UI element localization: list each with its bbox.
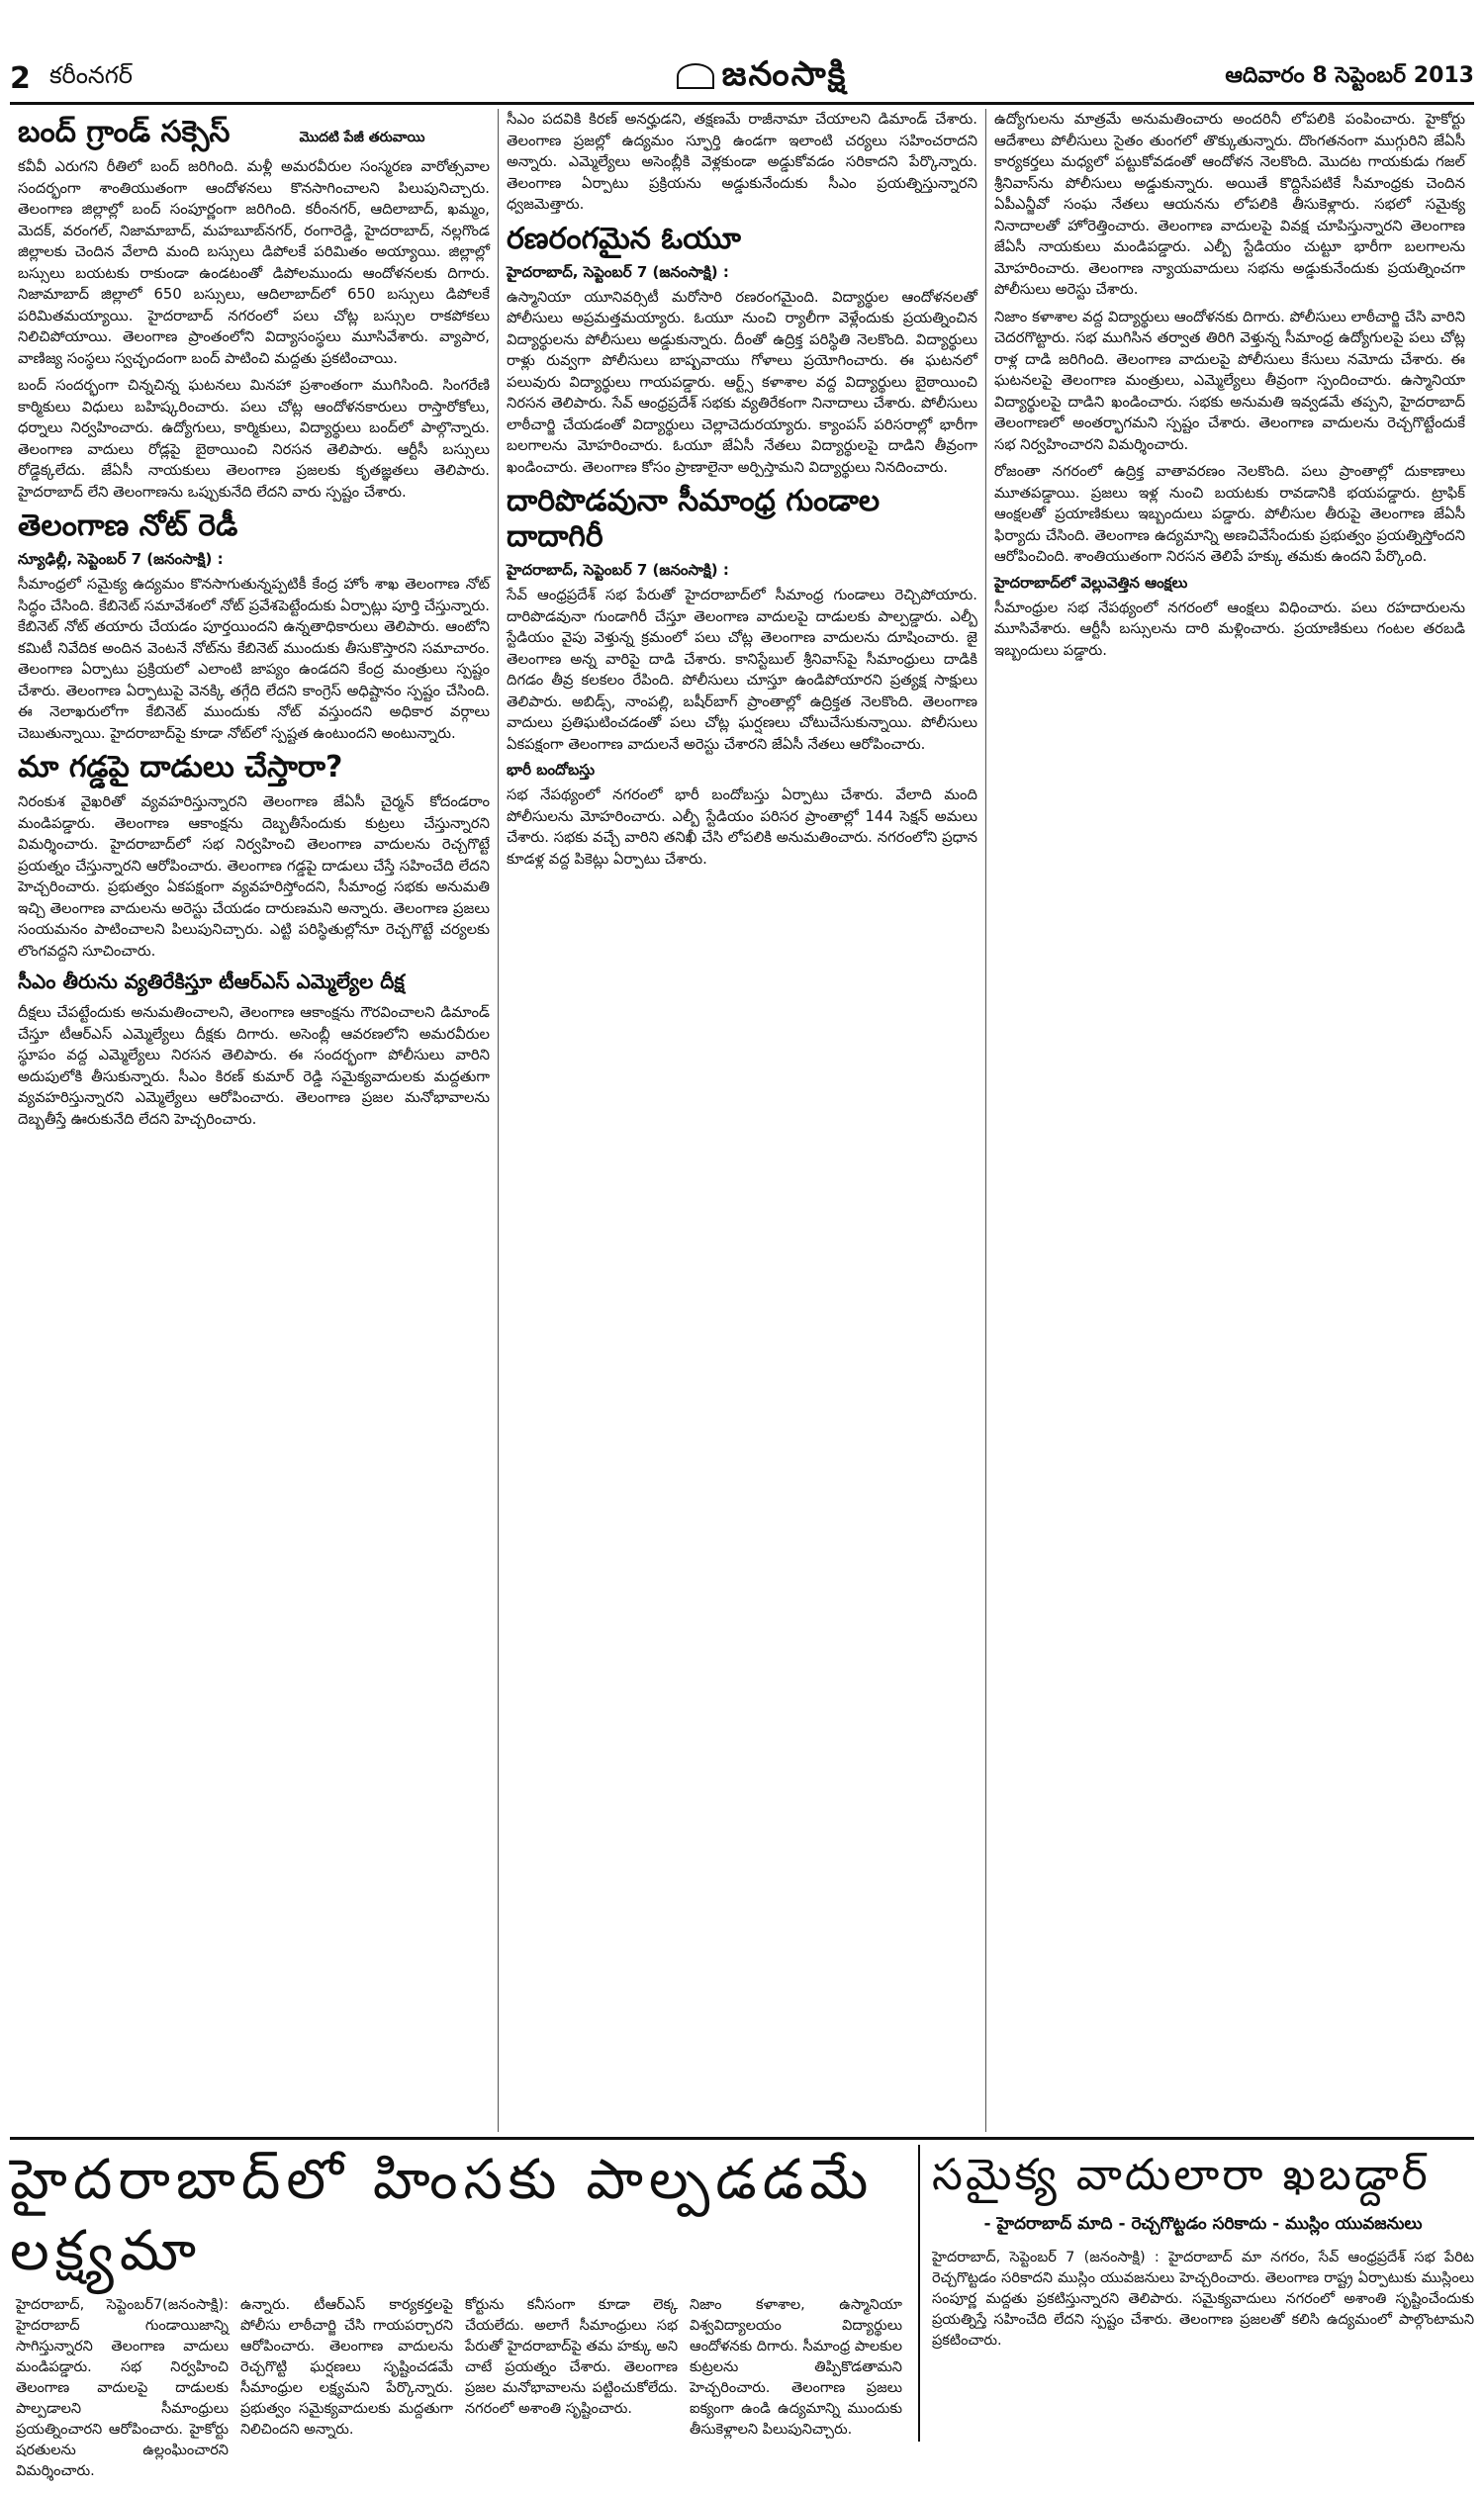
lead-story [10,2145,920,2479]
headline-attacks: మా గడ్డపై దాడులు చేస్తారా? [18,750,343,785]
section-name: కరీంనగర్ [49,61,133,89]
dateline: హైదరాబాద్, సెప్టెంబర్ 7 (జనంసాక్షి) : [507,561,729,579]
side-headline: సమైక్య వాదులారా ఖబడ్దార్ [932,2150,1431,2200]
page-number: 2 [10,60,31,96]
lead-column: ఉన్నారు. టీఆర్ఎస్ కార్యకర్తలపై పోలీసు లాఠీచార్జి చేసి గాయపర్చారని ఆరోపించారు. తెలంగాణ వాదులను రెచ్చగొట్టి ఘర్షణలు సృష్టించడమే సీమాంధ్రుల లక్ష్యమని పేర్కొన్నారు. ప్రభుత్వం సమైక్యవాదులకు మద్దతుగా నిలిచిందని అన్నారు. [240,2297,453,2438]
subheading-security: భారీ బందోబస్తు [507,761,596,779]
dateline: హైదరాబాద్, సెప్టెంబర్ 7 (జనంసాక్షి) : [507,262,729,281]
lower-section [10,2145,1474,2479]
column-2 [498,109,985,2132]
article-paragraph: సీఎం పదవికి కిరణ్ అనర్హుడని, తక్షణమే రాజీనామా చేయాలని డిమాండ్ చేశారు. తెలంగాణ ప్రజల్లో ఉద్యమం స్ఫూర్తి ఉండగా ఇలాంటి చర్యలు సహించరాదని అన్నారు. ఎమ్మెల్యేలు అసెంబ్లీకి వెళ్లకుండా అడ్డుకోవడం సరికాదని పేర్కొన్నారు. తెలంగాణ ఏర్పాటు ప్రక్రియను అడ్డుకునేందుకు సీఎం ప్రయత్నిస్తున్నారని ధ్వజమెత్తారు. [507,111,977,213]
headline-bandh: బంద్ గ్రాండ్ సక్సెస్ [18,115,231,149]
continuation-note: మొదటి పేజీ తరువాయి [299,130,425,145]
lead-column: కోర్టును కనీసంగా కూడా లెక్క చేయలేదు. అలాగే సీమాంధ్రులు సభ పేరుతో హైదరాబాద్‌పై తమ హక్కు అని చాటే ప్రయత్నం చేశారు. తెలంగాణ ప్రజల మనోభావాలను పట్టించుకోలేదు. నగరంలో అశాంతి సృష్టించారు. [465,2297,678,2417]
subheading-restrictions: హైదరాబాద్‌లో వెల్లువెత్తిన ఆంక్షలు [994,573,1188,592]
article-paragraph: బంద్ సందర్భంగా చిన్నచిన్న ఘటనలు మినహా ప్రశాంతంగా ముగిసింది. సింగరేణి కార్మికులు విధులు బహిష్కరించారు. పలు చోట్ల ఆందోళనకారులు రాస్తారోకోలు, ధర్నాలు నిర్వహించారు. ఉద్యోగులు, కార్మికులు, విద్యార్థులు బంద్‌లో పాల్గొన్నారు. తెలంగాణ వాదులు రోడ్లపై బైఠాయించి నిరసన తెలిపారు. ఆర్టీసీ బస్సులు రోడ్డెక్కలేదు. జేఏసీ నాయకులు తెలంగాణ ప్రజలకు కృతజ్ఞతలు తెలిపారు. హైదరాబాద్ లేని తెలంగాణను ఒప్పుకునేది లేదని వారు స్పష్టం చేశారు. [18,377,490,501]
lead-column: హైదరాబాద్, సెప్టెంబర్7(జనంసాక్షి): హైదరాబాద్ గుండాయిజాన్ని సాగిస్తున్నారని తెలంగాణ వాదులు మండిపడ్డారు. సభ నిర్వహించి తెలంగాణ వాదులపై దాడులకు పాల్పడాలని సీమాంధ్రులు ప్రయత్నించారని ఆరోపించారు. హైకోర్టు షరతులను ఉల్లంఘించారని విమర్శించారు. [16,2297,229,2479]
brand-name: జనంసాక్షి [721,54,848,94]
headline-goondas: దారిపొడవునా సీమాంధ్ర గుండాల దాదాగిరీ [507,484,881,554]
column-1 [10,109,498,2132]
headline-telangana-note: తెలంగాణ నోట్ రెడీ [18,508,238,543]
lead-headline: హైదరాబాద్‌లో హింసకు పాల్పడడమే లక్ష్యమా [10,2148,875,2283]
lead-column: నిజాం కళాశాల, ఉస్మానియా విశ్వవిద్యాలయం విద్యార్థులు ఆందోళనకు దిగారు. సీమాంధ్ర పాలకుల కుట్రలను తిప్పికొడతామని హెచ్చరించారు. తెలంగాణ ప్రజలు ఐక్యంగా ఉండి ఉద్యమాన్ని ముందుకు తీసుకెళ్లాలని పిలుపునిచ్చారు. [690,2297,902,2438]
side-deck: - హైదరాబాద్ మాది - రెచ్చగొట్టడం సరికాదు - ముస్లిం యువజనులు [983,2214,1423,2234]
article-paragraph: ఉస్మానియా యూనివర్సిటీ మరోసారి రణరంగమైంది. విద్యార్థుల ఆందోళనలతో పోలీసులు అప్రమత్తమయ్యారు. ఓయూ నుంచి ర్యాలీగా వెళ్లేందుకు ప్రయత్నించిన విద్యార్థులను పోలీసులు అడ్డుకున్నారు. దీంతో ఉద్రిక్త పరిస్థితి నెలకొంది. విద్యార్థులు రాళ్లు రువ్వగా పోలీసులు బాష్పవాయు గోళాలు ప్రయోగించారు. ఈ ఘటనలో పలువురు విద్యార్థులు గాయపడ్డారు. ఆర్ట్స్ కళాశాల వద్ద విద్యార్థులు బైఠాయించి నిరసన తెలిపారు. సేవ్ ఆంధ్రప్రదేశ్ సభకు వ్యతిరేకంగా నినాదాలు చేశారు. పోలీసులు లాఠీచార్జి చేయడంతో విద్యార్థులు చెల్లాచెదురయ్యారు. క్యాంపస్ పరిసరాల్లో భారీగా బలగాలను మోహరించారు. ఓయూ జేఏసీ నేతలు విద్యార్థులపై దాడిని తీవ్రంగా ఖండించారు. తెలంగాణ కోసం ప్రాణాలైనా అర్పిస్తామని విద్యార్థులు నినదించారు. [507,288,977,476]
article-paragraph: కవీవీ ఎరుగని రీతిలో బంద్ జరిగింది. మళ్లీ అమరవీరుల సంస్మరణ వారోత్సవాల సందర్భంగా శాంతియుతంగా ఆందోళనలు కొనసాగించాలని పిలుపునిచ్చారు. తెలంగాణ జిల్లాల్లో బంద్ సంపూర్ణంగా జరిగింది. కరీంనగర్, ఆదిలాబాద్, ఖమ్మం, మెదక్, వరంగల్, నిజామాబాద్, మహబూబ్‌నగర్, రంగారెడ్డి, హైదరాబాద్, నల్లగొండ జిల్లాలకు చెందిన వేలాది మంది బస్సులు డిపోలకే పరిమితం అయ్యాయి. జిల్లాల్లో బస్సులు బయటకు రాకుండా ఉండటంతో డిపోలముందు ఆందోళనలకు దిగారు. నిజామాబాద్ జిల్లాలో 650 బస్సులు, ఆదిలాబాద్‌లో 650 బస్సులు డిపోలకే పరిమితమయ్యాయి. హైదరాబాద్ నగరంలో పలు చోట్ల బస్సుల రాకపోకలు నిలిచిపోయాయి. తెలంగాణ ప్రాంతంలోని విద్యాసంస్థలు మూసివేశారు. వ్యాపార, వాణిజ్య సంస్థలు స్వచ్ఛందంగా బంద్ పాటించి మద్దతు ప్రకటించాయి. [18,158,490,367]
masthead [10,54,1474,105]
article-paragraph: సీమాంధ్రుల సభ నేపథ్యంలో నగరంలో ఆంక్షలు విధించారు. పలు రహదారులను మూసివేశారు. ఆర్టీసీ బస్సులను దారి మళ్లించారు. ప్రయాణికులు గంటల తరబడి ఇబ్బందులు పడ్డారు. [994,599,1465,659]
newspaper-brand [485,54,1039,102]
issue-date: ఆదివారం 8 సెప్టెంబర్ 2013 [1225,63,1474,88]
article-paragraph: సేవ్ ఆంధ్రప్రదేశ్ సభ పేరుతో హైదరాబాద్‌లో సీమాంధ్ర గుండాలు రెచ్చిపోయారు. దారిపొడవునా గుండాగిరీ చేస్తూ తెలంగాణ వాదులపై దాడులకు పాల్పడ్డారు. ఎల్బీ స్టేడియం వైపు వెళ్తున్న క్రమంలో పలు చోట్ల తెలంగాణ వాదులను దూషించారు. జై తెలంగాణ అన్న వారిపై దాడి చేశారు. కానిస్టేబుల్ శ్రీనివాస్‌పై సీమాంధ్రులు దాడికి దిగడం తీవ్ర కలకలం రేపింది. పోలీసులు చూస్తూ ఉండిపోయారని ప్రత్యక్ష సాక్షులు తెలిపారు. అబిడ్స్, నాంపల్లి, బషీర్‌బాగ్ ప్రాంతాల్లో ఉద్రిక్తత నెలకొంది. తెలంగాణ వాదులు ప్రతిఘటించడంతో పలు చోట్ల ఘర్షణలు చోటుచేసుకున్నాయి. పోలీసులు ఏకపక్షంగా తెలంగాణ వాదులనే అరెస్టు చేశారని జేఏసీ నేతలు ఆరోపించారు. [507,587,977,753]
column-3 [985,109,1473,2132]
article-paragraph: సీమాంధ్రలో సమైక్య ఉద్యమం కొనసాగుతున్నప్పటికీ కేంద్ర హోం శాఖ తెలంగాణ నోట్ సిద్ధం చేసింది. కేబినెట్ సమావేశంలో నోట్ ప్రవేశపెట్టేందుకు ఏర్పాట్లు పూర్తి చేస్తున్నారు. కేబినెట్ నోట్ తయారు చేయడం పూర్తయిందని ఉన్నతాధికారులు తెలిపారు. ఆంటోని కమిటీ నివేదిక అందిన వెంటనే నోట్‌ను కేబినెట్ ముందుకు తీసుకొస్తారని సమాచారం. తెలంగాణ ఏర్పాటు ప్రక్రియలో ఎలాంటి జాప్యం ఉండదని కేంద్ర మంత్రులు స్పష్టం చేశారు. తెలంగాణ ఏర్పాటుపై వెనక్కి తగ్గేది లేదని కాంగ్రెస్ అధిష్టానం స్పష్టం చేసింది. ఈ నెలాఖరులోగా కేబినెట్ ముందుకు నోట్ వస్తుందని అధికార వర్గాలు చెబుతున్నాయి. హైదరాబాద్‌పై కూడా నోట్‌లో స్పష్టత ఉంటుందని అంటున్నారు. [18,576,490,742]
article-header [18,109,490,156]
side-body: హైదరాబాద్, సెప్టెంబర్ 7 (జనంసాక్షి) : హైదరాబాద్ మా నగరం, సేవ్ ఆంధ్రప్రదేశ్ సభ పేరిట రెచ్చగొట్టడం సరికాదని ముస్లిం యువజనులు హెచ్చరించారు. తెలంగాణ రాష్ట్ర ఏర్పాటుకు ముస్లింలు సంపూర్ణ మద్దతు ప్రకటిస్తున్నారని తెలిపారు. సమైక్యవాదులు నగరంలో అశాంతి సృష్టించేందుకు ప్రయత్నిస్తే సహించేది లేదని స్పష్టం చేశారు. తెలంగాణ ప్రజలతో కలిసి ఉద్యమంలో పాల్గొంటామని ప్రకటించారు. [932,2250,1474,2349]
article-paragraph: సభ నేపథ్యంలో నగరంలో భారీ బందోబస్తు ఏర్పాటు చేశారు. వేలాది మంది పోలీసులను మోహరించారు. ఎల్బీ స్టేడియం పరిసర ప్రాంతాల్లో 144 సెక్షన్ అమలు చేశారు. సభకు వచ్చే వారిని తనిఖీ చేసి లోపలికి అనుమతించారు. నగరంలోని ప్రధాన కూడళ్ల వద్ద పికెట్లు ఏర్పాటు చేశారు. [507,786,977,868]
brand-logo-icon [677,63,714,89]
article-paragraph: నిరంకుశ వైఖరితో వ్యవహరిస్తున్నారని తెలంగాణ జేఏసీ చైర్మన్ కోదండరాం మండిపడ్డారు. తెలంగాణ ఆకాంక్షను దెబ్బతీసేందుకు కుట్రలు చేస్తున్నారని విమర్శించారు. హైదరాబాద్‌లో సభ నిర్వహించి తెలంగాణ వాదులను రెచ్చగొట్టే ప్రయత్నం చేస్తున్నారని ఆరోపించారు. తెలంగాణ గడ్డపై దాడులు చేస్తే సహించేది లేదని హెచ్చరించారు. ప్రభుత్వం ఏకపక్షంగా వ్యవహరిస్తోందని, సీమాంధ్ర సభకు అనుమతి ఇచ్చి తెలంగాణ వాదులను అరెస్టు చేయడం దారుణమని అన్నారు. తెలంగాణ ప్రజలు సంయమనం పాటించాలని పిలుపునిచ్చారు. ఎట్టి పరిస్థితుల్లోనూ రెచ్చగొట్టే చర్యలకు లొంగవద్దని సూచించారు. [18,793,490,960]
headline-trs-deeksha: సీఎం తీరును వ్యతిరేకిస్తూ టీఆర్ఎస్ ఎమ్మెల్యేల దీక్ష [18,970,405,993]
dateline: న్యూఢిల్లీ, సెప్టెంబర్ 7 (జనంసాక్షి) : [18,550,224,568]
article-paragraph: నిజాం కళాశాల వద్ద విద్యార్థులు ఆందోళనకు దిగారు. పోలీసులు లాఠీచార్జి చేసి వారిని చెదరగొట్టారు. సభ ముగిసిన తర్వాత తిరిగి వెళ్తున్న సీమాంధ్ర ఉద్యోగులపై పలు చోట్ల రాళ్ల దాడి జరిగింది. తెలంగాణ వాదులపై పోలీసులు కేసులు నమోదు చేశారు. ఈ ఘటనలపై తెలంగాణ మంత్రులు, ఎమ్మెల్యేలు తీవ్రంగా స్పందించారు. ఉస్మానియా విద్యార్థులపై దాడిని ఖండించారు. సభకు అనుమతి ఇవ్వడమే తప్పని, హైదరాబాద్ తెలంగాణలో అంతర్భాగమని స్పష్టం చేశారు. తెలంగాణ వాదులను రెచ్చగొట్టేందుకే సభ నిర్వహించారని విమర్శించారు. [994,308,1465,453]
upper-columns [10,109,1474,2132]
article-paragraph: దీక్షలు చేపట్టేందుకు అనుమతించాలని, తెలంగాణ ఆకాంక్షను గౌరవించాలని డిమాండ్ చేస్తూ టీఆర్ఎస్ ఎమ్మెల్యేలు దీక్షకు దిగారు. అసెంబ్లీ ఆవరణలోని అమరవీరుల స్థూపం వద్ద ఎమ్మెల్యేలు నిరసన తెలిపారు. ఈ సందర్భంగా పోలీసులు వారిని అదుపులోకి తీసుకున్నారు. సీఎం కిరణ్ కుమార్ రెడ్డి సమైక్యవాదులకు మద్దతుగా వ్యవహరిస్తున్నారని ఎమ్మెల్యేలు ఆరోపించారు. తెలంగాణ ప్రజల మనోభావాలను దెబ్బతీస్తే ఊరుకునేది లేదని హెచ్చరించారు. [18,1004,490,1128]
article-paragraph: రోజంతా నగరంలో ఉద్రిక్త వాతావరణం నెలకొంది. పలు ప్రాంతాల్లో దుకాణాలు మూతపడ్డాయి. ప్రజలు ఇళ్ల నుంచి బయటకు రావడానికి భయపడ్డారు. ట్రాఫిక్ ఆంక్షలతో ప్రయాణికులు ఇబ్బందులు పడ్డారు. పోలీసుల తీరుపై తెలంగాణ జేఏసీ ఫిర్యాదు చేసింది. తెలంగాణ ఉద్యమాన్ని అణచివేసేందుకు ప్రభుత్వం ప్రయత్నిస్తోందని ఆరోపించింది. శాంతియుతంగా నిరసన తెలిపే హక్కు తమకు ఉందని పేర్కొంది. [994,463,1465,565]
lead-columns [10,2295,908,2493]
headline-ou: రణరంగమైన ఓయూ [507,221,741,256]
article-paragraph: ఉద్యోగులను మాత్రమే అనుమతించారు అందరినీ లోపలికి పంపించారు. హైకోర్టు ఆదేశాలు పోలీసులు సైతం తుంగలో తొక్కుతున్నారు. దొంగతనంగా ముగ్గురిని జేఏసీ కార్యకర్తలు మధ్యలో పట్టుకోవడంతో ఆందోళన నెలకొంది. మొదట గాయకుడు గజల్ శ్రీనివాస్‌ను పోలీసులు అడ్డుకున్నారు. అయితే కొద్దిసేపటికే సీమాంధ్రకు చెందిన ఏపీఎన్జీవో సంఘ నేతలు ఆయనను లోపలికి తీసుకెళ్లారు. సభలో సమైక్య నినాదాలతో హోరెత్తించారు. తెలంగాణ వాదులపై వివక్ష చూపిస్తున్నారని తెలంగాణ జేఏసీ నాయకులు మండిపడ్డారు. ఎల్బీ స్టేడియం చుట్టూ భారీగా బలగాలను మోహరించారు. తెలంగాణ న్యాయవాదులు సభను అడ్డుకునేందుకు ప్రయత్నించగా పోలీసులు అరెస్టు చేశారు. [994,111,1465,298]
section-divider [10,2137,1474,2140]
side-story [920,2145,1474,2442]
